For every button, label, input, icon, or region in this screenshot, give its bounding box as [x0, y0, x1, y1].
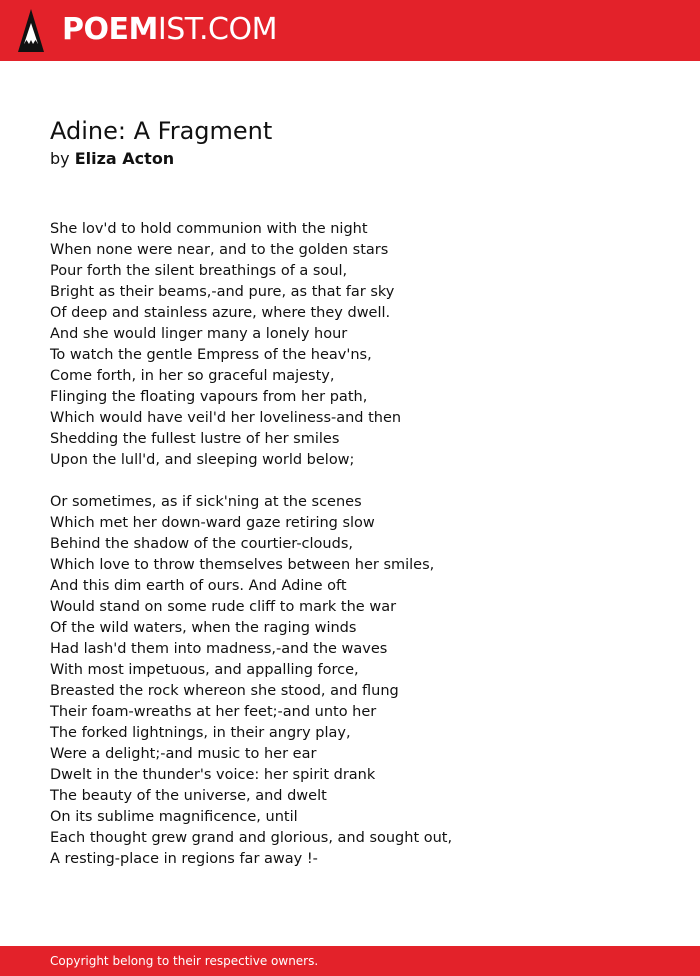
- poem-line: The beauty of the universe, and dwelt: [50, 788, 327, 804]
- copyright-notice: Copyright belong to their respective owners.: [50, 954, 319, 968]
- poem-line: Which love to throw themselves between her smiles,: [50, 557, 435, 573]
- stanza-2: [50, 492, 670, 870]
- poem-line: To watch the gentle Empress of the heav'ns,: [50, 347, 372, 363]
- logo-light-text: IST.COM: [157, 12, 277, 47]
- poem-line: Of the wild waters, when the raging winds: [50, 620, 357, 636]
- poem-line: Which would have veil'd her loveliness-and then: [50, 410, 402, 426]
- poem-title: Adine: A Fragment: [50, 117, 273, 145]
- poem-line: Upon the lull'd, and sleeping world below;: [50, 452, 355, 468]
- site-header: [0, 0, 700, 61]
- poem-body: [50, 219, 670, 891]
- poem-line: With most impetuous, and appalling force,: [50, 662, 359, 678]
- poem-line: Bright as their beams,-and pure, as that far sky: [50, 284, 395, 300]
- poem-line: Their foam-wreaths at her feet;-and unto her: [50, 704, 377, 720]
- poem-line: She lov'd to hold communion with the night: [50, 221, 368, 237]
- poem-line: Would stand on some rude cliff to mark the war: [50, 599, 397, 615]
- poem-line: Each thought grew grand and glorious, and sought out,: [50, 830, 453, 846]
- stanza-1: [50, 219, 670, 471]
- poem-line: On its sublime magnificence, until: [50, 809, 298, 825]
- site-footer: [0, 946, 700, 976]
- poem-line: Flinging the floating vapours from her path,: [50, 389, 368, 405]
- byline-prefix: by: [50, 149, 70, 168]
- pencil-tip-icon[interactable]: [18, 9, 44, 52]
- site-logo[interactable]: [62, 12, 277, 48]
- poem-line: Dwelt in the thunder's voice: her spirit drank: [50, 767, 376, 783]
- poem-line: And this dim earth of ours. And Adine oft: [50, 578, 347, 594]
- author-name[interactable]: Eliza Acton: [74, 149, 175, 168]
- byline: [50, 148, 174, 170]
- poem-line: The forked lightnings, in their angry play,: [50, 725, 351, 741]
- poem-line: Of deep and stainless azure, where they dwell.: [50, 305, 391, 321]
- poem-line: Had lash'd them into madness,-and the waves: [50, 641, 388, 657]
- poem-line: When none were near, and to the golden stars: [50, 242, 389, 258]
- poem-line: Which met her down-ward gaze retiring slow: [50, 515, 375, 531]
- poem-line: Breasted the rock whereon she stood, and flung: [50, 683, 399, 699]
- poem-line: And she would linger many a lonely hour: [50, 326, 348, 342]
- poem-line: Pour forth the silent breathings of a soul,: [50, 263, 348, 279]
- poem-line: A resting-place in regions far away !-: [50, 851, 318, 867]
- poem-line: Shedding the fullest lustre of her smiles: [50, 431, 340, 447]
- poem-line: Come forth, in her so graceful majesty,: [50, 368, 335, 384]
- poem-line: Behind the shadow of the courtier-clouds,: [50, 536, 353, 552]
- logo-bold-text: POEM: [62, 12, 158, 47]
- poem-line: Or sometimes, as if sick'ning at the scenes: [50, 494, 362, 510]
- poem-line: Were a delight;-and music to her ear: [50, 746, 317, 762]
